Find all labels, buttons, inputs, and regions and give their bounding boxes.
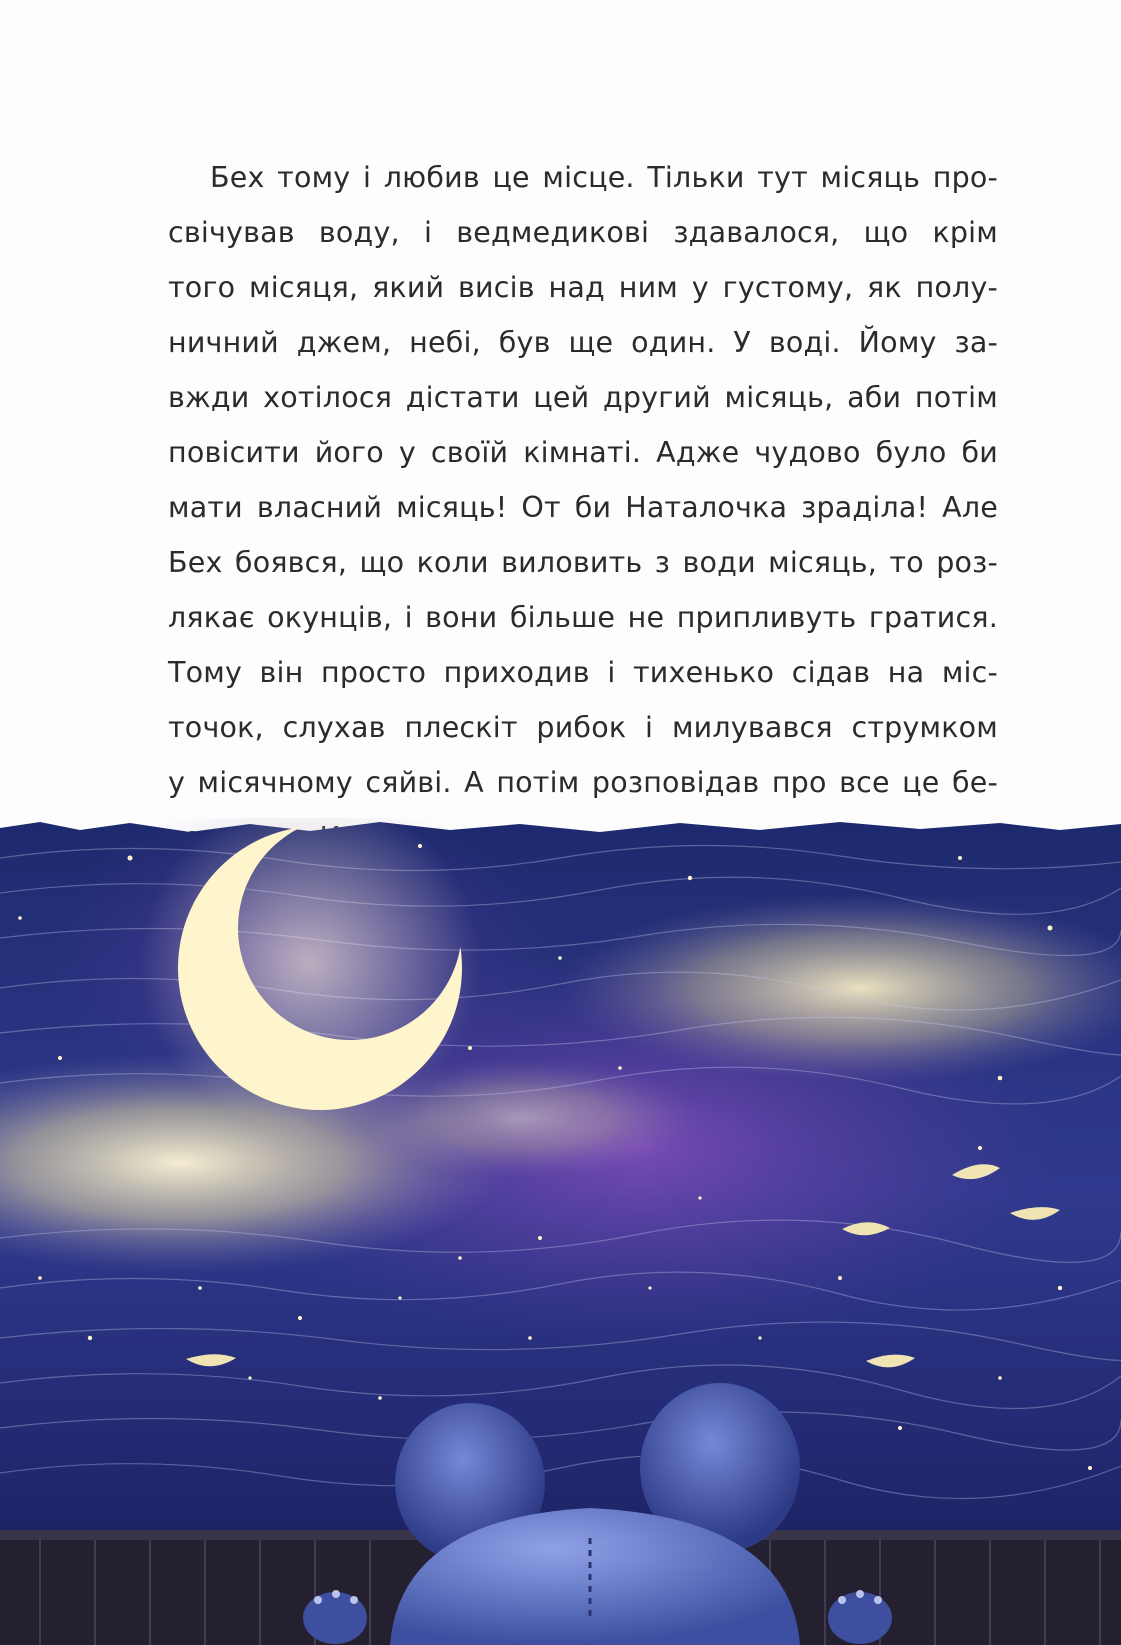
story-text: [168, 150, 998, 865]
story-line: свічував воду, і ведмедикові здавалося, що крім: [168, 216, 998, 249]
story-line: Тому він просто приходив і тихенько сідав на міс-: [168, 656, 998, 689]
story-line: ничний джем, небі, був ще один. У воді. Йому за-: [168, 326, 998, 359]
night-stream-illustration: [0, 818, 1121, 1645]
bear-right-paw: [828, 1592, 892, 1644]
story-line: того місяця, який висів над ним у густому, як полу-: [168, 271, 998, 304]
story-line: лякає окунців, і вони більше не припливуть гратися.: [168, 601, 998, 634]
crescent-moon: [178, 826, 462, 1110]
story-line: Бех боявся, що коли виловить з води місяць, то роз-: [168, 546, 998, 579]
story-line: повісити його у своїй кімнаті. Адже чудово було би: [168, 436, 998, 469]
illustration-canvas: [0, 818, 1121, 1645]
story-line: вжди хотілося дістати цей другий місяць, аби потім: [168, 381, 998, 414]
story-line: Бех тому і любив це місце. Тільки тут місяць про-: [210, 161, 998, 194]
story-line: точок, слухав плескіт рибок і милувався струмком: [168, 711, 998, 744]
story-line: мати власний місяць! От би Наталочка зраділа! Але: [168, 491, 998, 524]
story-line: у місячному сяйві. А потім розповідав про все це бе-: [168, 766, 998, 799]
